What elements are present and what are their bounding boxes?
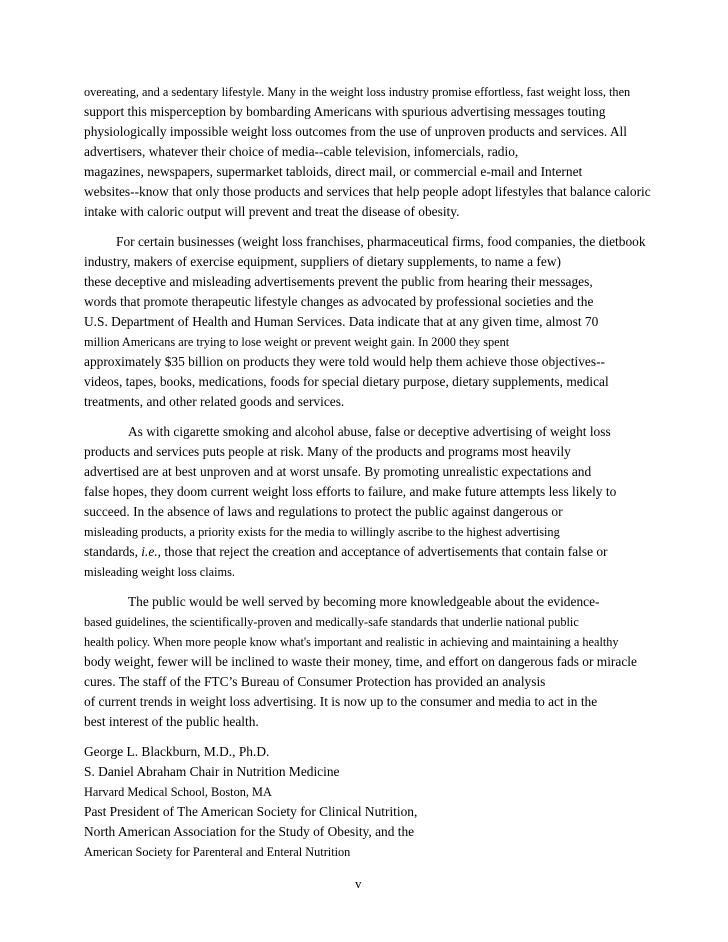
paragraph-line: these deceptive and misleading advertisements prevent the public from hearing their messages, — [84, 274, 593, 289]
paragraph-line: U.S. Department of Health and Human Services. Data indicate that at any given time, almost 70 — [84, 314, 599, 329]
paragraph-line: words that promote therapeutic lifestyle changes as advocated by professional societies and the — [84, 294, 594, 309]
paragraph-line: overeating, and a sedentary lifestyle. Many in the weight loss industry promise effortless, fast weight loss, then — [84, 85, 631, 99]
paragraph-line: approximately $35 billion on products they were told would help them achieve those objectives-- — [84, 354, 605, 369]
paragraph-line: treatments, and other related goods and services. — [84, 394, 345, 409]
author-role: American Society for Parenteral and Enteral Nutrition — [84, 845, 351, 859]
line-start: standards, — [84, 544, 142, 559]
paragraph-line: intake with caloric output will prevent and treat the disease of obesity. — [84, 204, 460, 219]
line-tail: , those that reject the creation and acceptance of advertisements that contain false or — [157, 544, 608, 559]
page-number: v — [355, 876, 362, 891]
author-role: North American Association for the Study of Obesity, and the — [84, 824, 415, 839]
paragraph-line: best interest of the public health. — [84, 714, 259, 729]
paragraph-line: misleading weight loss claims. — [84, 565, 235, 579]
paragraph-line: magazines, newspapers, supermarket tabloids, direct mail, or commercial e-mail and Internet — [84, 164, 583, 179]
paragraph-line: support this misperception by bombarding Americans with spurious advertising messages touting — [84, 104, 606, 119]
ie-abbreviation: i.e. — [141, 544, 158, 559]
paragraph-line: advertisers, whatever their choice of media--cable television, infomercials, radio, — [84, 144, 519, 159]
paragraph-line: products and services puts people at risk. Many of the products and programs most heavily — [84, 444, 571, 459]
paragraph-line: For certain businesses (weight loss franchises, pharmaceutical firms, food companies, the dietbook — [116, 234, 646, 249]
author-affiliation: Harvard Medical School, Boston, MA — [84, 785, 272, 799]
paragraph-line — [84, 544, 608, 560]
paragraph-line: The public would be well served by becoming more knowledgeable about the evidence- — [128, 594, 600, 609]
paragraph-line: based guidelines, the scientifically-proven and medically-safe standards that underlie national public — [84, 615, 579, 629]
author-role: Past President of The American Society for Clinical Nutrition, — [84, 804, 418, 819]
paragraph-line: of current trends in weight loss advertising. It is now up to the consumer and media to act in the — [84, 694, 598, 709]
paragraph-line: false hopes, they doom current weight loss efforts to failure, and make future attempts less likely to — [84, 484, 617, 499]
paragraph-line: succeed. In the absence of laws and regulations to protect the public against dangerous or — [84, 504, 563, 519]
paragraph-line: misleading products, a priority exists for the media to willingly ascribe to the highest advertising — [84, 525, 560, 539]
paragraph-line: cures. The staff of the FTC’s Bureau of Consumer Protection has provided an analysis — [84, 674, 546, 689]
paragraph-line: advertised are at best unproven and at worst unsafe. By promoting unrealistic expectations and — [84, 464, 592, 479]
paragraph-line: health policy. When more people know what's important and realistic in achieving and maintaining a healthy — [84, 635, 619, 649]
paragraph-line: body weight, fewer will be inclined to waste their money, time, and effort on dangerous fads or miracle — [84, 654, 637, 669]
author-title: S. Daniel Abraham Chair in Nutrition Medicine — [84, 764, 340, 779]
paragraph-line: As with cigarette smoking and alcohol abuse, false or deceptive advertising of weight loss — [128, 424, 611, 439]
author-name: George L. Blackburn, M.D., Ph.D. — [84, 744, 270, 759]
paragraph-line: million Americans are trying to lose weight or prevent weight gain. In 2000 they spent — [84, 335, 510, 349]
paragraph-line: videos, tapes, books, medications, foods for special dietary purpose, dietary supplements, medical — [84, 374, 609, 389]
paragraph-line: physiologically impossible weight loss outcomes from the use of unproven products and services. All — [84, 124, 627, 139]
paragraph-line: websites--know that only those products and services that help people adopt lifestyles that balance caloric — [84, 184, 651, 199]
paragraph-line: industry, makers of exercise equipment, suppliers of dietary supplements, to name a few) — [84, 254, 561, 269]
